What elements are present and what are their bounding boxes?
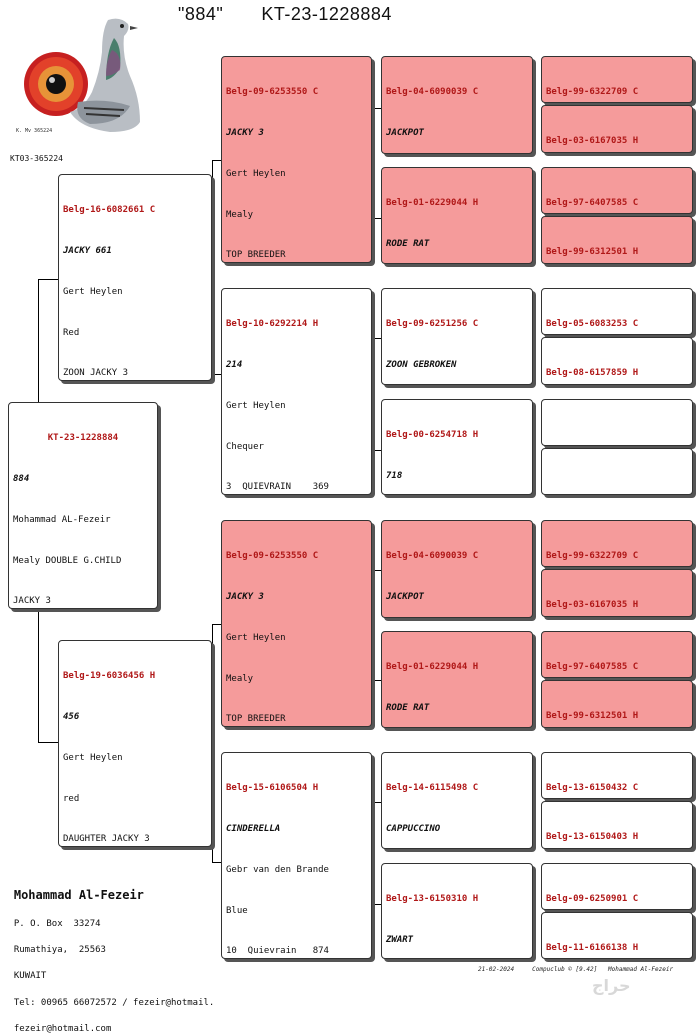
info-line: Red	[63, 327, 80, 338]
pigeon-card-g11	[541, 631, 693, 678]
pigeon-card-dam	[58, 640, 212, 847]
pigeon-card-g13	[541, 752, 693, 799]
info-line: Mealy	[226, 673, 254, 684]
owner-line: Rumathiya, 25563	[13, 945, 106, 956]
pigeon-eye-logo-icon	[12, 10, 144, 142]
connector	[212, 160, 221, 161]
pigeon-card-sds	[381, 288, 533, 385]
connector	[38, 609, 39, 742]
pigeon-name: 214	[226, 359, 243, 370]
pigeon-name: 456	[63, 711, 80, 722]
ring-number: Belg-09-6251256 C	[386, 319, 479, 330]
pigeon-card-dsd	[381, 631, 533, 728]
pigeon-card-ssd	[381, 167, 533, 264]
ring-number: Belg-15-6106504 H	[226, 783, 319, 794]
connector	[372, 802, 373, 904]
connector	[38, 279, 58, 280]
connector	[372, 904, 381, 905]
connector	[212, 374, 221, 375]
pigeon-name: ZWART	[386, 934, 414, 945]
ring-number: Belg-99-6322709 C	[546, 87, 639, 98]
pigeon-card-g3	[541, 167, 693, 214]
pigeon-card-subject	[8, 402, 158, 609]
info-line: Gert Heylen	[226, 632, 286, 643]
ring-number: Belg-14-6115498 C	[386, 783, 479, 794]
connector	[372, 218, 381, 219]
ring-number: Belg-09-6250901 C	[546, 894, 639, 905]
owner-line: Tel: 00965 66072572 / fezeir@hotmail.	[13, 997, 215, 1008]
connector	[372, 680, 381, 681]
ring-number: Belg-09-6253550 C	[226, 87, 319, 98]
info-line: red	[63, 793, 80, 804]
info-line: Mealy	[226, 209, 254, 220]
connector	[372, 802, 381, 803]
pedigree-title	[178, 4, 430, 25]
info-line: Gert Heylen	[63, 286, 123, 297]
ring-number: Belg-03-6167035 H	[546, 600, 639, 611]
pigeon-name: 884	[13, 473, 30, 484]
ring-number: Belg-01-6229044 H	[386, 198, 479, 209]
info-line: DAUGHTER JACKY 3	[63, 834, 150, 845]
pigeon-card-g1	[541, 56, 693, 103]
ring-number: Belg-08-6157859 H	[546, 368, 639, 379]
pigeon-name: RODE RAT	[386, 238, 430, 249]
pigeon-card-dam-sire	[221, 520, 372, 727]
pigeon-card-dss	[381, 520, 533, 618]
pigeon-card-dam-dam	[221, 752, 372, 959]
ring-number: Belg-01-6229044 H	[386, 662, 479, 673]
logo-tiny-text: K. Mv 365224	[16, 128, 53, 134]
connector	[372, 570, 373, 680]
pigeon-card-sire-sire	[221, 56, 372, 263]
pigeon-card-g14	[541, 801, 693, 849]
connector	[372, 108, 373, 218]
ring-number: Belg-00-6254718 H	[386, 430, 479, 441]
connector	[212, 624, 213, 862]
ring-number: Belg-13-6150403 H	[546, 832, 639, 843]
connector	[372, 450, 381, 451]
connector	[372, 338, 381, 339]
ring-number: Belg-03-6167035 H	[546, 136, 639, 147]
connector	[372, 338, 373, 450]
pigeon-card-g12	[541, 680, 693, 728]
pigeon-card-g10	[541, 569, 693, 617]
pigeon-card-g5	[541, 288, 693, 335]
owner-line: P. O. Box 33274	[13, 918, 101, 929]
pigeon-card-g15	[541, 863, 693, 910]
info-line: Gebr van den Brande	[226, 864, 329, 875]
pigeon-card-sss	[381, 56, 533, 154]
connector	[38, 279, 39, 402]
info-line: Gert Heylen	[63, 752, 123, 763]
pigeon-card-dds	[381, 752, 533, 849]
ring-number: Belg-99-6322709 C	[546, 551, 639, 562]
owner-line: fezeir@hotmail.com	[13, 1024, 112, 1035]
ring-number: Belg-13-6150310 H	[386, 894, 479, 905]
pigeon-card-g4	[541, 216, 693, 264]
owner-contact-block	[3, 873, 214, 1036]
connector	[372, 570, 381, 571]
pigeon-card-ddd	[381, 863, 533, 959]
ring-number: Belg-97-6407585 C	[546, 198, 639, 209]
pigeon-name: JACKY 3	[226, 591, 264, 602]
info-line: ZOON JACKY 3	[63, 368, 129, 379]
ring-number: Belg-10-6292214 H	[226, 319, 319, 330]
ring-number: Belg-99-6312501 H	[546, 711, 639, 722]
pigeon-card-g16	[541, 912, 693, 959]
ring-number: Belg-09-6253550 C	[226, 551, 319, 562]
pigeon-name: ZOON GEBROKEN	[386, 359, 457, 370]
info-line: Gert Heylen	[226, 400, 286, 411]
pigeon-name: RODE RAT	[386, 702, 430, 713]
connector	[212, 624, 221, 625]
ring-number: Belg-19-6036456 H	[63, 671, 156, 682]
ring-number: KT-23-1228884	[47, 433, 119, 444]
pigeon-card-g7	[541, 399, 693, 446]
info-line: Blue	[226, 905, 248, 916]
pigeon-name: JACKPOT	[386, 591, 424, 602]
connector	[372, 108, 381, 109]
info-line: JACKY 3	[13, 596, 51, 607]
ring-number: Belg-04-6090039 C	[386, 551, 479, 562]
ring-number: Belg-99-6312501 H	[546, 247, 639, 258]
pigeon-name: CAPPUCCINO	[386, 823, 441, 834]
ring-number: Belg-11-6166138 H	[546, 943, 639, 954]
print-footer: 21-02-2024 Compuclub © [9.42] Mohammad Al-Fezeir	[478, 966, 674, 973]
info-line: 10 Quievrain 874	[226, 946, 329, 957]
info-line: Mohammad AL-Fezeir	[13, 514, 111, 525]
info-line: TOP BREEDER	[226, 250, 286, 261]
pigeon-card-g6	[541, 337, 693, 385]
ring-number: Belg-05-6083253 C	[546, 319, 639, 330]
logo-caption: KT03-365224	[10, 154, 63, 163]
ring-number: Belg-16-6082661 C	[63, 205, 156, 216]
owner-line: KUWAIT	[13, 971, 47, 982]
pigeon-card-sire	[58, 174, 212, 381]
pigeon-card-sdd	[381, 399, 533, 495]
connector	[212, 160, 213, 374]
pigeon-card-sire-dam	[221, 288, 372, 495]
title-nickname: "884"	[178, 4, 224, 24]
pigeon-name: JACKY 3	[226, 127, 264, 138]
pigeon-card-g8	[541, 448, 693, 495]
ring-number: Belg-13-6150432 C	[546, 783, 639, 794]
pigeon-name: JACKPOT	[386, 127, 424, 138]
connector	[38, 742, 58, 743]
pigeon-name: JACKY 661	[63, 245, 112, 256]
info-line: Gert Heylen	[226, 168, 286, 179]
info-line: TOP BREEDER	[226, 714, 286, 725]
info-line: Mealy DOUBLE G.CHILD	[13, 555, 122, 566]
info-line: 3 QUIEVRAIN 369	[226, 482, 329, 493]
pigeon-card-g2	[541, 105, 693, 153]
pigeon-card-g9	[541, 520, 693, 567]
ring-number: Belg-04-6090039 C	[386, 87, 479, 98]
info-line: Chequer	[226, 441, 264, 452]
connector	[212, 862, 221, 863]
title-ring: KT-23-1228884	[261, 4, 392, 24]
pigeon-name: CINDERELLA	[226, 823, 281, 834]
ring-number: Belg-97-6407585 C	[546, 662, 639, 673]
watermark-logo: حراج	[592, 976, 631, 995]
owner-name: Mohammad Al-Fezeir	[13, 888, 144, 903]
pigeon-name: 718	[386, 470, 403, 481]
